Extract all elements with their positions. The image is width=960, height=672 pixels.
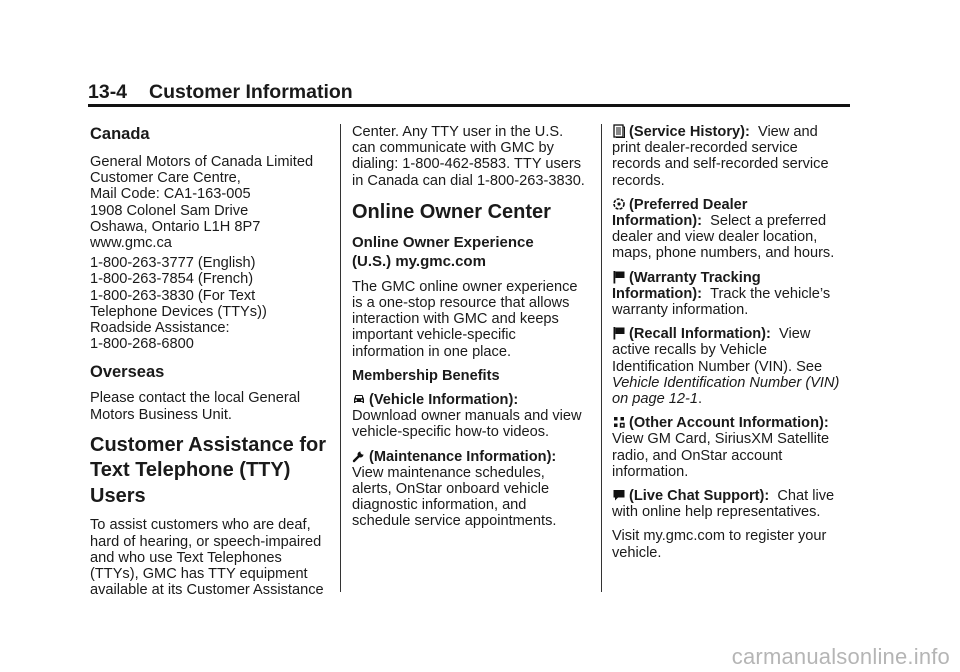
tty-text: To assist customers who are deaf, hard of hearing, or speech-impaired and who use Text Telephones (TTYs), GMC has TTY equipment available at its Customer Assistance — [90, 517, 324, 599]
canada-address: General Motors of Canada Limited Customer Care Centre, Mail Code: CA1-163-005 1908 Colonel Sam Drive Oshawa, Ontario L1H 8P7 www.gmc.ca — [90, 154, 314, 252]
column-1 — [90, 124, 330, 598]
canada-heading: Canada — [90, 125, 150, 143]
tty-heading: Customer Assistance for Text Telephone (TTY) Users — [90, 433, 326, 507]
dealer-badge-icon — [612, 197, 626, 211]
column-2 — [352, 124, 592, 530]
column-divider — [340, 124, 341, 592]
live-chat-item: (Live Chat Support): Chat live with online help representatives. — [612, 488, 835, 521]
preferred-dealer-item: (Preferred Dealer Information): Select a preferred dealer and view dealer location, maps, phone numbers, and hours. — [612, 196, 835, 262]
online-owner-experience-heading: Online Owner Experience (U.S.) my.gmc.com — [352, 233, 534, 270]
visit-text: Visit my.gmc.com to register your vehicle. — [612, 528, 827, 561]
wrench-icon — [352, 449, 366, 463]
membership-benefits-heading: Membership Benefits — [352, 367, 500, 384]
document-icon — [612, 124, 626, 138]
warranty-tracking-item: (Warranty Tracking Information): Track the vehicle’s warranty information. — [612, 269, 831, 319]
overseas-text: Please contact the local General Motors Business Unit. — [90, 390, 301, 423]
page-number: 13-4 — [88, 81, 128, 103]
flag-icon — [612, 270, 626, 284]
account-icon — [612, 415, 626, 429]
page-reference-link[interactable]: on page 12-1 — [612, 391, 699, 408]
vehicle-information-item: (Vehicle Information): Download owner manuals and view vehicle-specific how-to videos. — [352, 392, 582, 441]
overseas-heading: Overseas — [90, 363, 165, 382]
watermark: carmanualsonline.info — [731, 644, 950, 669]
recall-information-item: (Recall Information): View active recalls by Vehicle Identification Number (VIN). See Vehicle Identification Number (VIN) on page 12-1. — [612, 326, 858, 407]
experience-text: The GMC online owner experience is a one-stop resource that allows interaction with GMC and keeps important vehicle-specific information in one place. — [352, 278, 578, 360]
chat-bubble-icon — [612, 488, 626, 502]
tty-continued-text: Center. Any TTY user in the U.S. can communicate with GMC by dialing: 1-800-462-8583. TTY users in Canada can dial 1-800-263-3830. — [352, 124, 585, 189]
canada-phones: 1-800-263-3777 (English) 1-800-263-7854 (French) 1-800-263-3830 (For Text Telephone Devices (TTYs)) Roadside Assistance: 1-800-268-6800 — [90, 255, 267, 353]
flag-icon — [612, 326, 626, 340]
online-owner-center-heading: Online Owner Center — [352, 200, 551, 223]
maintenance-information-item: (Maintenance Information): View maintenance schedules, alerts, OnStar onboard vehicle diagnostic information, and schedule service appointments. — [352, 448, 557, 530]
column-3 — [612, 124, 858, 561]
car-icon — [352, 392, 366, 406]
page-header — [88, 80, 850, 107]
page-title: Customer Information — [149, 81, 353, 103]
service-history-item: (Service History): View and print dealer-recorded service records and self-recorded service records. — [612, 124, 829, 189]
vin-reference-link[interactable]: Vehicle Identification Number (VIN) — [612, 374, 840, 391]
other-account-item: (Other Account Information): View GM Card, SiriusXM Satellite radio, and OnStar account information. — [612, 415, 830, 480]
column-divider — [601, 124, 602, 592]
